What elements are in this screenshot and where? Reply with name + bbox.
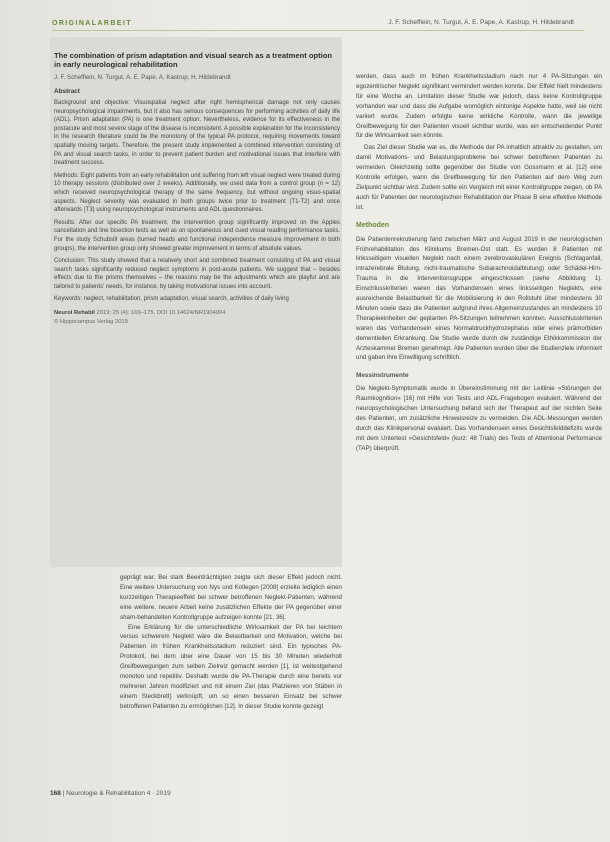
results-text: After our specific PA treatment, the intervention group significantly improved on the Apples cancellation and line bisection tests as well as on spontaneous and cued visual reading performance tasks. For the study Schubstil areas (turned heads and functional independence measure improvement in both groups), the intervention group only showed greater improvement in terms of absolute values. — [54, 219, 340, 252]
methods-paragraph: Die Patientenrekrutierung fand zwischen März und August 2019 in der neurologischen Frührehabilitation des Klinikums Bremen-Ost statt. Es wurden 8 Patienten mit linksseitigem visuellen Neglekt nach einem zerebrovaskulären Ereignis (Schlaganfall, intrazerebrale Blutung, nicht-traumatische Subarachnoidalblutung) oder Schädel-Hirn-Trauma in die Interventionsgruppe eingeschlossen (siehe Abbildung 1). Einschlusskriterien waren das Vorhandensein eines linksseitigen Neglekts, eine ausreichende Belastbarkeit für die Mobilisierung in den Rollstuhl über mindestens 30 Minuten sowie dass die Patienten aufgrund ihres Allgemeinzustandes an mindestens 10 Therapieeinheiten der geplanten PA-Sitzungen teilnehmen konnten. Ausschlusskriterien waren das Vorhandensein eines Normaldruckhydrozephalus oder eines prämorbiden dementiellen Erkrankung. Die Studie wurde durch die zuständige Ethikkommission der Arzteskammer Bremen genehmigt. Alle Patienten wurden über die Studienziele informiert und gaben ihre Einwilligung schriftlich. — [356, 235, 602, 362]
abstract-authors: J. F. Schefflein, N. Turgut, A. E. Pape, A. Kastrup, H. Hildebrandt — [54, 73, 231, 81]
conclusion-label: Conclusion: — [54, 258, 86, 265]
page-number: 168 — [50, 790, 61, 797]
background-label: Background and objective: — [54, 100, 130, 106]
left-paragraph-2: Eine Erklärung für die unterschiedliche Wirksamkeit der PA bei leichtem versus schwerem Neglekt wäre die Belastbarkeit und Motivation, welche bei Patienten im frühen Krankheitsstadium reduziert sind. Ein typisches PA-Protokoll, bei dem über eine Dauer von 15 bis 30 Minuten wiederholt Greifbewegungen zum selben Zielreiz gemacht werden [1], ist weitestgehend monoton und repetitiv. Deshalb wurde die PA-Therapie durch eine bereits vor mehreren Jahren modifiziert und mit einem Ziel (das Platzieren von Stäben in einem Steckbrett) verknüpft, um so einen besseren Einsatz bei schwer betroffenen Patienten zu ermöglichen [12]. In dieser Studie konnte gezeigt — [120, 623, 342, 710]
keywords-text: neglect, rehabilitation, prism adaptation, visual search, activities of daily living — [83, 296, 289, 303]
methods-label: Methods: — [54, 172, 79, 179]
background-text: Visuospatial neglect after right hemispherical damage not only causes neuropsychological impairments, but it also has serious consequences for performing activities of daily life (ADL). Prism adaptation (PA) is one treatment option. Nevertheless, evidence for its effectiveness in the postacute and most severe stage of the disease is inconsistent. A possible explanation for the inconsistency in the research literature could be the monotony of the typical PA protocol, requiring movements toward spatially moving targets. Therefore, the present study implemented a combined intervention consisting of PA and visual search tasks, in order to prevent patient burden and motivational issues that interfere with treatment success. — [54, 100, 340, 167]
abstract-methods — [54, 172, 340, 215]
keywords-label: Keywords: — [54, 296, 83, 303]
abstract-content — [54, 51, 340, 326]
citation-label: Neurol Rehabil — [54, 310, 95, 317]
running-head-authors: J. F. Schefflein, N. Turgut, A. E. Pape, A. Kastrup, H. Hildebrandt — [388, 19, 574, 26]
abstract-conclusion — [54, 257, 340, 291]
abstract-heading: Abstract — [54, 88, 80, 96]
left-column-lower — [120, 573, 342, 712]
journal-name: Neurologie & Rehabilitation — [66, 790, 145, 797]
journal-issue: 4 · 2019 — [146, 790, 171, 797]
citation — [54, 309, 340, 326]
section-tag: ORIGINALARBEIT — [52, 20, 132, 27]
article-title: The combination of prism adaptation and visual search as a treatment option in early neurological rehabilitation — [54, 51, 333, 70]
conclusion-text: This study showed that a relatively short and combined treatment consisting of PA and visual search tasks significantly reduced neglect symptoms in post-acute patients. We suggest that – besides effects due to the prisms themselves – the reasons may be the adjustments which are playful and are tailored to patients' needs, for instance, by taking motivational issues into account. — [54, 258, 341, 290]
instruments-subsection-title: Messinstrumente — [356, 372, 409, 380]
intro-paragraph-1: werden, dass auch im frühen Krankheitsstadium nach nur 4 PA-Sitzungen ein egozentrischer Neglekt signifikant vermindert werden konnte. Der Effekt hielt mindestens für eine Woche an. Limitation dieser Studie war jedoch, dass keine Kontrollgruppe vorhanden war und dass die Aufgabe womöglich eintonige Aspekte hatte, weil sie nicht variiert wurde. Zudem erfolgte keine wirkliche Kontrolle, wann die jeweilige Greifbewegung für den Patienten visuell sichtbar wurde, was ein entscheidender Punkt für die Wirksamkeit sein könnte. — [356, 73, 602, 140]
methods-text: Eight patients from an early rehabilitation unit suffering from left visual neglect were treated during 10 therapy sessions (distributed over 2 weeks). Additionally, we used data from a control group (n = 12) which received neuropsychological therapy of the same frequency, but without ongoing visuo-spatial aspects. Neglect severity was evaluated in both groups twice prior to treatment (T1-T2) and once afterwards (T3) using neuropsychological instruments and ADL questionnaires. — [54, 172, 340, 214]
header-rule — [52, 30, 584, 31]
copyright-text: © Hippocampus Verlag 2019 — [54, 318, 128, 325]
english-abstract-box — [50, 37, 342, 567]
methods-section-title: Methoden — [356, 221, 390, 229]
right-column — [356, 72, 602, 456]
page-footer: 168 | Neurologie & Rehabilitation 4 · 2019 — [50, 790, 171, 797]
instruments-paragraph: Die Neglekt-Symptomatik wurde in Übereinstimmung mit der Leitlinie »Störungen der Raumkognition« [16] mit Hilfe von Tests und ADL-Fragebogen evaluiert. Während der neuropsychologischen Untersuchung befand sich der Therapeut auf der rechten Seite des Patienten, um zusätzliche Hinweisreize zu vermeiden. Die ADL-Messungen werden durch das Klinikpersonal evaluiert. Das Vorhandensein eines Gesichtsfelddefizits wurde mit dem Untertest »Gesichtsfeld« (kurz: 48 Trials) des Tests of Attentional Performance (TAP) überprüft. — [356, 385, 602, 452]
results-label: Results: — [54, 219, 76, 226]
abstract-results — [54, 219, 340, 253]
citation-text: 2019; 25 (4): 169–175. DOI 10.14624/NR1904004 — [96, 310, 226, 317]
left-paragraph-1: geprägt war. Bei stark Beeinträchtigten zeigte sich dieser Effekt jedoch nicht. Eine weitere Untersuchung von Nys und Kollegen [2008] erzielte lediglich einen kurzzeitigen Therapieeffekt bei schwer betroffenen Neglekt-Patienten, während eine weitere, neuere Arbeit keine zusätzlichen Effekte der PA gegenüber einer sham-behandelten Kontrollgruppe aufzeigen konnte [21, 36]. — [120, 574, 342, 621]
intro-paragraph-2: Das Ziel dieser Studie war es, die Methode der PA inhaltlich attraktiv zu gestalten, um damit Motivations- und Belastungsprobleme bei schwer betroffenen Patienten zu vermeiden. Gleichzeitig sollte gegenüber der Studie von Gossmann et al. [12] eine Kontrolle erfolgen, wann die Greifbewegung für den Patienten auf dem Weg zum Zielpunkt sichtbar wird. Zudem sollte ein Vergleich mit einer Kontrollgruppe zeigen, ob PA auch für Patienten der neurologischen Rehabilitation der Phase B eine effektive Methode ist. — [356, 144, 602, 211]
abstract-keywords — [54, 295, 340, 304]
abstract-background — [54, 99, 340, 168]
